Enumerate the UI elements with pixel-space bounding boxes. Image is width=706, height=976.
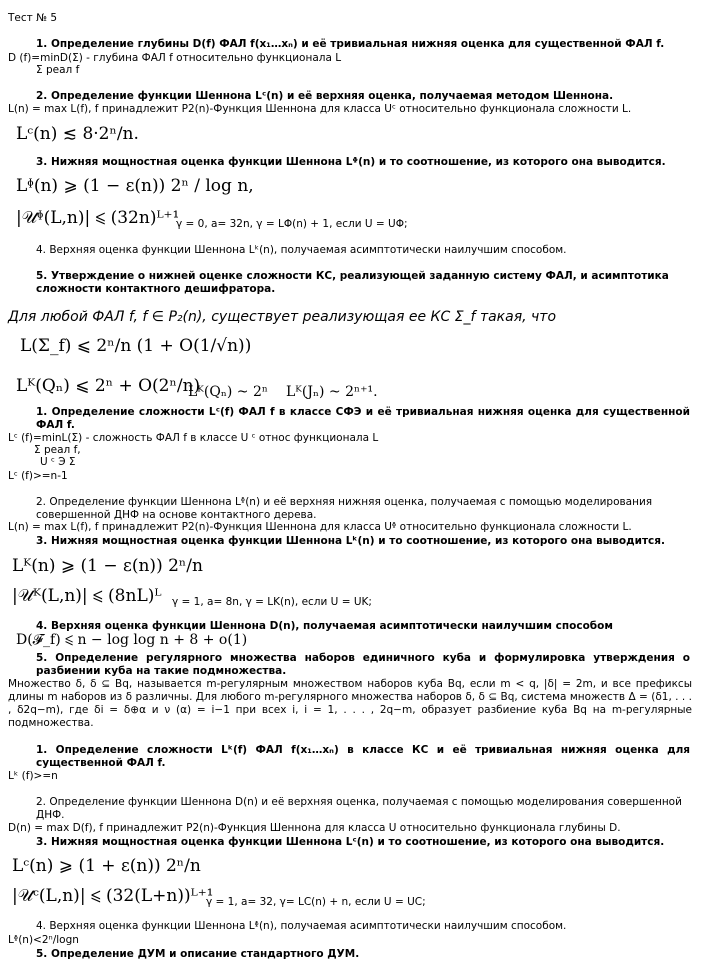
q2-formula: Lᶜ(n) ≲ 8·2ⁿ/n. [16, 124, 139, 144]
b3-q1-heading: 1. Определение сложности Lᵏ(f) ФАЛ f(x₁…xₙ) в классе КС и её тривиальная нижняя оценка для существенной ФАЛ f. [36, 744, 690, 769]
b2-q1-line3: U ᶜ Э Σ [40, 456, 76, 468]
b3-q4-line: Lᶲ(n)<2ⁿ/logn [8, 934, 79, 946]
mid-italic-statement: Для любой ФАЛ f, f ∈ P₂(n), существует реализующая ее КС Σ_f такая, что [8, 309, 557, 325]
b2-q5-heading: 5. Определение регулярного множества наборов единичного куба и формулировка утверждения о разбиении куба на такие подмножества. [36, 652, 690, 677]
q1-heading: 1. Определение глубины D(f) ФАЛ f(x₁…xₙ) и её тривиальная нижняя оценка для существенной ФАЛ f. [36, 38, 665, 50]
b3-q2-heading: 2. Определение функции Шеннона D(n) и её верхняя оценка, получаемая с помощью моделирования совершенной ДНФ. [36, 796, 682, 821]
b3-q2-line: D(n) = max D(f), f принадлежит P2(n)-Функция Шеннона для класса U относительно функционала глубины D. [8, 822, 621, 834]
b3-q3-formula2-note: γ = 1, a= 32, γ= LC(n) + n, если U = UC; [206, 896, 426, 908]
b2-q1-line2: Σ реал f, [34, 444, 81, 456]
q1-line2: Σ реал f [36, 64, 80, 76]
q2-line: L(n) = max L(f), f принадлежит P2(n)-Функция Шеннона для класса Uᶜ относительно функционала сложности L. [8, 103, 632, 115]
mid-formula3: Lᴷ(Qₙ) ~ 2ⁿ [188, 384, 268, 400]
b2-q2-line: L(n) = max L(f), f принадлежит P2(n)-Функция Шеннона для класса Uᶲ относительно функционала сложности L. [8, 521, 632, 533]
q2-heading: 2. Определение функции Шеннона Lᶜ(n) и её верхняя оценка, получаемая методом Шеннона. [36, 90, 614, 102]
b3-q1-line: Lᵏ (f)>=n [8, 770, 58, 782]
b2-q3-formula2: |𝒰ᴷ(L,n)| ⩽ (8nL)ᴸ [12, 586, 162, 606]
b2-q3-formula1: Lᴷ(n) ⩾ (1 − ε(n)) 2ⁿ/n [12, 556, 203, 576]
b2-q5-paragraph: Множество δ, δ ⊆ Bq, называется m-регулярным множеством наборов куба Bq, если m < q, |δ| = 2m, и все префиксы длины m наборов из δ различны. Для любого m-регулярного множества наборов δ, δ ⊆ Bq, система множеств Δ = (δ1, . . . , δ2q−m), где δi = δ⊕α и ν (α) = i−1 при всех i, i = 1, . . . , 2q−m, образует разбиение куба Bq на m-регулярные подмножества. [8, 678, 692, 729]
mid-formula4: Lᴷ(Jₙ) ~ 2ⁿ⁺¹. [286, 384, 378, 400]
q3-formula2-note: γ = 0, a= 32n, γ = LΦ(n) + 1, если U = UΦ; [176, 218, 408, 230]
mid-formula1: L(Σ_f) ⩽ 2ⁿ/n (1 + O(1/√n)) [20, 336, 252, 356]
q3-formula1: Lᶲ(n) ⩾ (1 − ε(n)) 2ⁿ / log n, [16, 176, 254, 196]
b2-q4-formula: D(𝓕_f) ⩽ n − log log n + 8 + o(1) [16, 632, 248, 648]
q3-heading: 3. Нижняя мощностная оценка функции Шеннона Lᶲ(n) и то соотношение, из которого она выводится. [36, 156, 666, 168]
b3-q3-formula2: |𝒰ᶜ(L,n)| ⩽ (32(L+n))ᴸ⁺¹ [12, 886, 214, 906]
q5-heading: 5. Утверждение о нижней оценке сложности КС, реализующей заданную систему ФАЛ, и асимптотика сложности контактного дешифратора. [36, 270, 669, 295]
b3-q5-heading: 5. Определение ДУМ и описание стандартного ДУМ. [36, 948, 360, 960]
q3-formula2: |𝒰ᶲ(L,n)| ⩽ (32n)ᴸ⁺¹ [16, 208, 180, 228]
b2-q3-formula2-note: γ = 1, a= 8n, γ = LK(n), если U = UK; [172, 596, 372, 608]
b3-q3-formula1: Lᶜ(n) ⩾ (1 + ε(n)) 2ⁿ/n [12, 856, 201, 876]
b2-q1-heading: 1. Определение сложности Lᶜ(f) ФАЛ f в классе СФЭ и её тривиальная нижняя оценка для существенной ФАЛ f. [36, 406, 690, 431]
b3-q4-heading: 4. Верхняя оценка функции Шеннона Lᶲ(n), получаемая асимптотически наилучшим способом. [36, 920, 567, 932]
b2-q2-heading: 2. Определение функции Шеннона Lᶲ(n) и её верхняя нижняя оценка, получаемая с помощью моделирования совершенной ДНФ на основе контактного дерева. [36, 496, 653, 521]
b2-q4-heading: 4. Верхняя оценка функции Шеннона D(n), получаемая асимптотически наилучшим способом [36, 620, 613, 632]
b3-q3-heading: 3. Нижняя мощностная оценка функции Шеннона Lᶜ(n) и то соотношение, из которого она выводится. [36, 836, 665, 848]
b2-q3-heading: 3. Нижняя мощностная оценка функции Шеннона Lᵏ(n) и то соотношение, из которого она выводится. [36, 535, 665, 547]
test-title: Тест № 5 [8, 12, 58, 24]
q4-heading: 4. Верхняя оценка функции Шеннона Lᵏ(n), получаемая асимптотически наилучшим способом. [36, 244, 567, 256]
mid-formula2: Lᴷ(Qₙ) ⩽ 2ⁿ + O(2ⁿ/n) [16, 376, 201, 396]
q1-line1: D (f)=minD(Σ) - глубина ФАЛ f относительно функционала L [8, 52, 342, 64]
b2-q1-line4: Lᶜ (f)>=n-1 [8, 470, 68, 482]
b2-q1-line1: Lᶜ (f)=minL(Σ) - сложность ФАЛ f в классе U ᶜ относ функционала L [8, 432, 379, 444]
